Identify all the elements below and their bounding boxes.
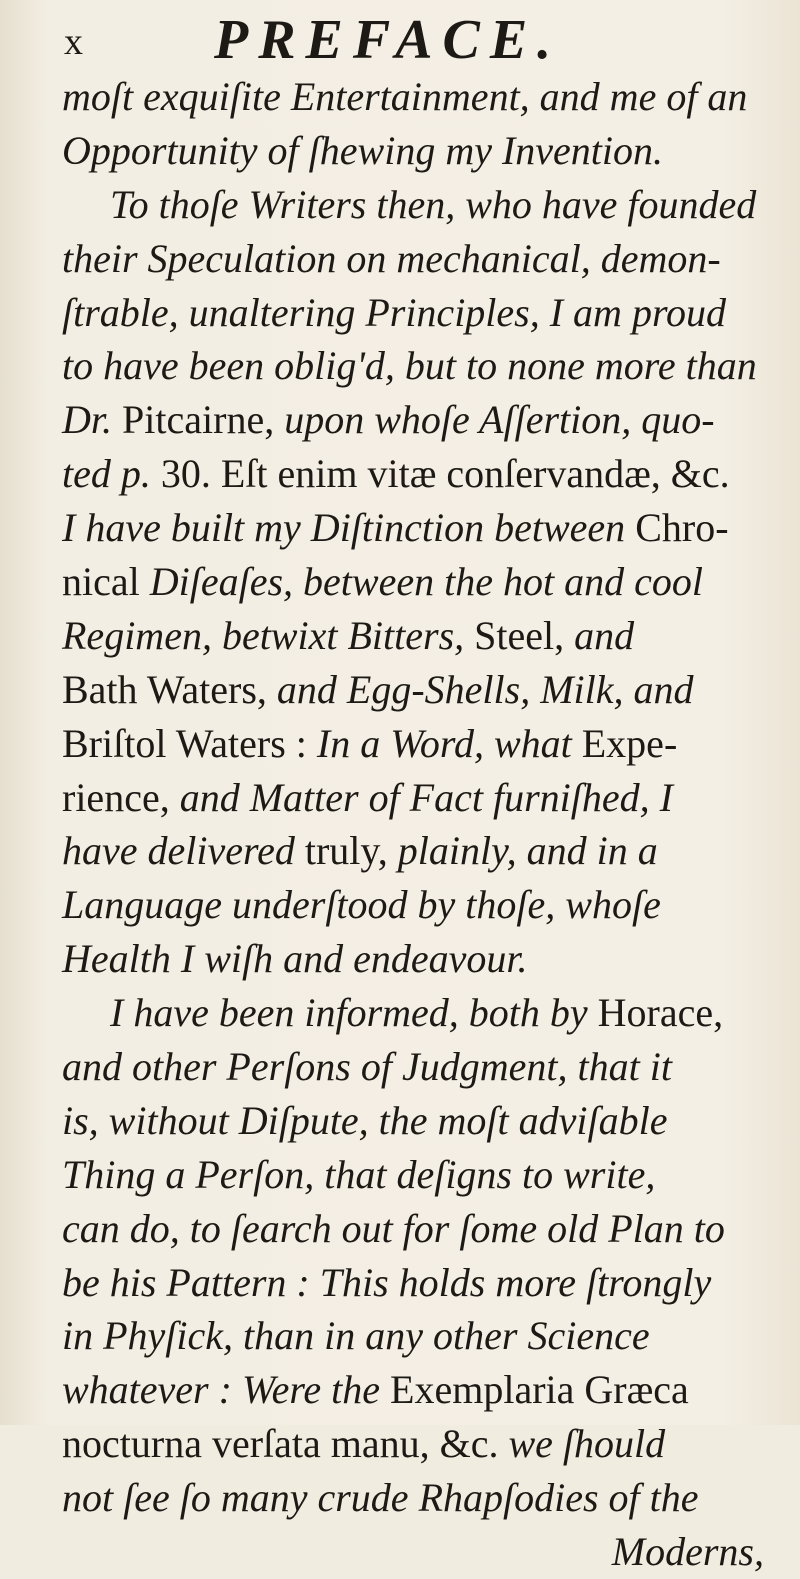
page-number: x — [64, 21, 84, 63]
italic-text: Dr. — [62, 397, 123, 443]
text-line — [62, 609, 772, 663]
italic-text: plainly, and in a — [387, 828, 658, 874]
italic-text: Moderns, — [611, 1529, 764, 1575]
italic-text: their Speculation on mechanical, demon- — [62, 235, 721, 281]
text-line — [62, 1040, 772, 1094]
roman-text: nical — [62, 559, 140, 605]
text-line — [62, 932, 772, 986]
italic-text: and Matter of Fact furniſhed, I — [169, 774, 673, 820]
text-line — [62, 1309, 772, 1363]
italic-text: have delivered — [62, 828, 305, 874]
italic-text: To thoſe Writers then, who have founded — [110, 181, 757, 227]
text-line — [62, 1256, 772, 1310]
italic-text: be his Pattern : This holds more ſtrongly — [62, 1259, 712, 1305]
italic-text: moſt exquiſite Entertainment, and me of an — [62, 74, 748, 119]
text-line — [62, 124, 772, 178]
italic-text: ſtrable, unaltering Principles, I am proud — [62, 289, 727, 335]
text-line — [62, 555, 772, 609]
text-line — [62, 393, 772, 447]
text-line — [62, 1202, 772, 1256]
text-line — [62, 1525, 772, 1579]
italic-text: In a Word, what — [306, 720, 582, 766]
text-line — [62, 1471, 772, 1525]
italic-text: and Egg-Shells, Milk, and — [266, 666, 694, 712]
text-line — [62, 986, 772, 1040]
italic-text: Language underſtood by thoſe, whoſe — [62, 882, 661, 928]
italic-text: is, without Diſpute, the moſt adviſable — [62, 1097, 668, 1143]
text-line — [62, 771, 772, 825]
text-line — [62, 717, 772, 771]
italic-text: and other Perſons of Judgment, that it — [62, 1044, 672, 1090]
italic-text: Diſeaſes, between the hot and cool — [139, 559, 703, 605]
italic-text: can do, to ſearch out for ſome old Plan to — [62, 1205, 725, 1251]
italic-text: upon whoſe Aſſertion, quo- — [274, 397, 715, 443]
roman-text: Chro- — [635, 505, 729, 551]
body-text — [62, 70, 772, 1579]
text-line — [62, 70, 772, 124]
italic-text: whatever : Were the — [62, 1367, 391, 1413]
page-header — [64, 8, 760, 70]
text-line — [62, 878, 772, 932]
text-line — [62, 447, 772, 501]
italic-text: Regimen, betwixt Bitters, — [62, 612, 475, 658]
italic-text: Health I wiſh and endeavour. — [62, 936, 528, 982]
roman-text: rience, — [62, 774, 170, 820]
roman-text: truly, — [304, 828, 388, 874]
roman-text: Horace, — [597, 990, 724, 1036]
text-line — [62, 824, 772, 878]
italic-text: Thing a Perſon, that deſigns to write, — [62, 1151, 656, 1197]
italic-text: and — [564, 612, 635, 658]
roman-text: nocturna verſata manu, &c. — [62, 1421, 499, 1467]
roman-text: Exemplaria Græca — [390, 1367, 689, 1413]
text-line — [62, 286, 772, 340]
text-line — [62, 663, 772, 717]
italic-text: not ſee ſo many crude Rhapſodies of the — [62, 1475, 699, 1521]
roman-text: Steel, — [474, 612, 565, 658]
roman-text: Bath Waters, — [62, 666, 267, 712]
roman-text: Pitcairne, — [122, 397, 275, 443]
text-line — [62, 1094, 772, 1148]
text-line — [62, 1148, 772, 1202]
italic-text: I have built my Diſtinction between — [62, 505, 636, 551]
italic-text: to have been oblig'd, but to none more than — [62, 343, 757, 389]
roman-text: Briſtol Waters : — [62, 720, 307, 766]
italic-text: I have been informed, both by — [110, 990, 598, 1036]
text-line — [62, 178, 772, 232]
italic-text: in Phyſick, than in any other Science — [62, 1313, 650, 1359]
text-line — [62, 501, 772, 555]
running-title: PREFACE. — [214, 9, 562, 71]
text-line — [62, 232, 772, 286]
text-line — [62, 1417, 772, 1471]
roman-text: 30. Eſt enim vitæ conſervandæ, &c. — [160, 451, 730, 497]
roman-text: Expe- — [581, 720, 678, 766]
text-line — [62, 339, 772, 393]
text-line — [62, 1363, 772, 1417]
italic-text: ted p. — [62, 451, 161, 497]
italic-text: Opportunity of ſhewing my Invention. — [62, 127, 664, 173]
italic-text: we ſhould — [498, 1421, 666, 1467]
